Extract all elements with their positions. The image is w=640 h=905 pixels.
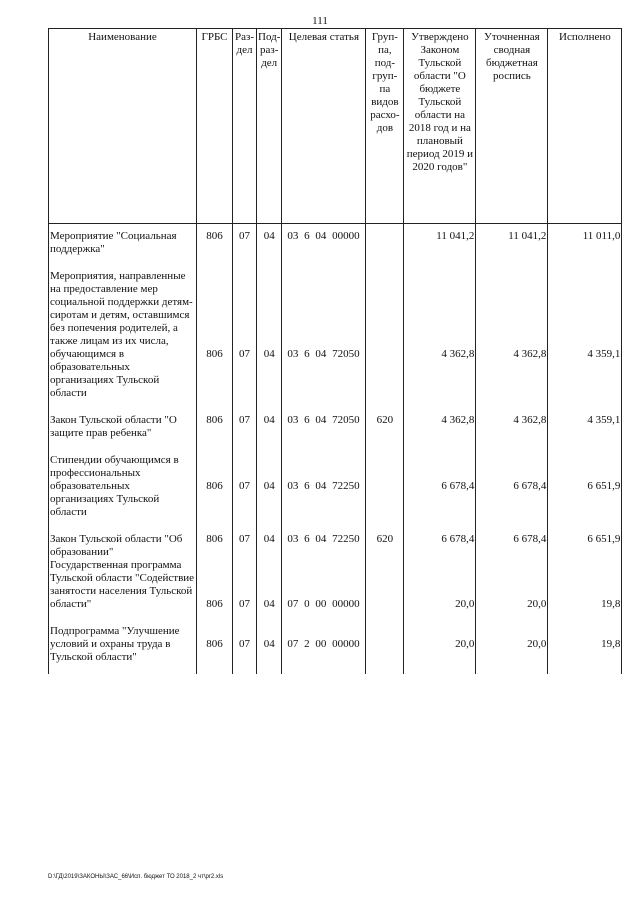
- file-path-footer: D:\ГД\2019\ЗАКОНЫ\ЗАС_66\Исп. бюджет ТО 2018_2 чт\pr2.xls: [48, 874, 224, 880]
- table-row: [49, 519, 622, 559]
- row-executed: 11 011,0: [548, 224, 622, 257]
- table-row: [49, 611, 622, 674]
- row-revised: 20,0: [476, 559, 548, 611]
- row-vr: [366, 224, 404, 257]
- row-grbs: 806: [197, 611, 233, 674]
- row-grbs: 806: [197, 519, 233, 559]
- table-row: [49, 224, 622, 257]
- row-vr: 620: [366, 519, 404, 559]
- row-revised: 4 362,8: [476, 400, 548, 440]
- header-revised: Уточненная сводная бюджетная роспись: [476, 29, 548, 224]
- row-vr: [366, 440, 404, 519]
- row-vr: [366, 256, 404, 400]
- row-razdel: 07: [233, 559, 257, 611]
- row-approved: 6 678,4: [404, 519, 476, 559]
- row-revised: 11 041,2: [476, 224, 548, 257]
- row-grbs: 806: [197, 256, 233, 400]
- row-podrazdel: 04: [257, 440, 282, 519]
- row-podrazdel: 04: [257, 559, 282, 611]
- row-target: 03 6 04 72250: [282, 519, 366, 559]
- row-name: Закон Тульской области "Об образовании": [49, 519, 197, 559]
- row-target: 03 6 04 00000: [282, 224, 366, 257]
- row-revised: 6 678,4: [476, 519, 548, 559]
- row-revised: 20,0: [476, 611, 548, 674]
- row-target: 07 2 00 00000: [282, 611, 366, 674]
- header-row: [49, 29, 622, 224]
- row-vr: 620: [366, 400, 404, 440]
- row-grbs: 806: [197, 440, 233, 519]
- header-executed: Исполнено: [548, 29, 622, 224]
- header-vr: Груп-па, под-груп-па видов расхо-дов: [366, 29, 404, 224]
- header-name: Наименование: [49, 29, 197, 224]
- row-executed: 6 651,9: [548, 519, 622, 559]
- row-podrazdel: 04: [257, 256, 282, 400]
- row-target: 07 0 00 00000: [282, 559, 366, 611]
- row-razdel: 07: [233, 611, 257, 674]
- row-razdel: 07: [233, 440, 257, 519]
- row-approved: 4 362,8: [404, 400, 476, 440]
- row-name: Подпрограмма "Улучшение условий и охраны труда в Тульской области": [49, 611, 197, 674]
- table-row: [49, 440, 622, 519]
- row-name: Мероприятие "Социальная поддержка": [49, 224, 197, 257]
- row-vr: [366, 559, 404, 611]
- row-approved: 11 041,2: [404, 224, 476, 257]
- row-podrazdel: 04: [257, 611, 282, 674]
- budget-table: [48, 28, 622, 674]
- row-grbs: 806: [197, 400, 233, 440]
- row-name: Мероприятия, направленные на предоставление мер социальной поддержки детям-сиротам и детям, оставшимся без попечения родителей, а также лицам из их числа, обучающимся в образовательных организациях Тульской области: [49, 256, 197, 400]
- row-target: 03 6 04 72050: [282, 400, 366, 440]
- header-approved: Утверждено Законом Тульской области "О бюджете Тульской области на 2018 год и на плановый период 2019 и 2020 годов": [404, 29, 476, 224]
- row-podrazdel: 04: [257, 400, 282, 440]
- row-revised: 4 362,8: [476, 256, 548, 400]
- row-razdel: 07: [233, 256, 257, 400]
- row-approved: 20,0: [404, 559, 476, 611]
- row-name: Государственная программа Тульской области "Содействие занятости населения Тульской области": [49, 559, 197, 611]
- row-approved: 20,0: [404, 611, 476, 674]
- row-executed: 19,8: [548, 559, 622, 611]
- row-podrazdel: 04: [257, 519, 282, 559]
- row-executed: 6 651,9: [548, 440, 622, 519]
- row-target: 03 6 04 72250: [282, 440, 366, 519]
- row-revised: 6 678,4: [476, 440, 548, 519]
- row-target: 03 6 04 72050: [282, 256, 366, 400]
- header-grbs: ГРБС: [197, 29, 233, 224]
- row-name: Закон Тульской области "О защите прав ребенка": [49, 400, 197, 440]
- row-razdel: 07: [233, 519, 257, 559]
- page-number: 111: [312, 15, 328, 27]
- row-grbs: 806: [197, 224, 233, 257]
- table-row: [49, 400, 622, 440]
- row-approved: 4 362,8: [404, 256, 476, 400]
- row-vr: [366, 611, 404, 674]
- table-row: [49, 256, 622, 400]
- row-grbs: 806: [197, 559, 233, 611]
- header-target: Целевая статья: [282, 29, 366, 224]
- row-razdel: 07: [233, 224, 257, 257]
- row-approved: 6 678,4: [404, 440, 476, 519]
- row-podrazdel: 04: [257, 224, 282, 257]
- table-row: [49, 559, 622, 611]
- header-razdel: Раз-дел: [233, 29, 257, 224]
- row-executed: 4 359,1: [548, 256, 622, 400]
- header-podrazdel: Под-раз-дел: [257, 29, 282, 224]
- row-name: Стипендии обучающимся в профессиональных образовательных организациях Тульской области: [49, 440, 197, 519]
- row-executed: 4 359,1: [548, 400, 622, 440]
- row-razdel: 07: [233, 400, 257, 440]
- row-executed: 19,8: [548, 611, 622, 674]
